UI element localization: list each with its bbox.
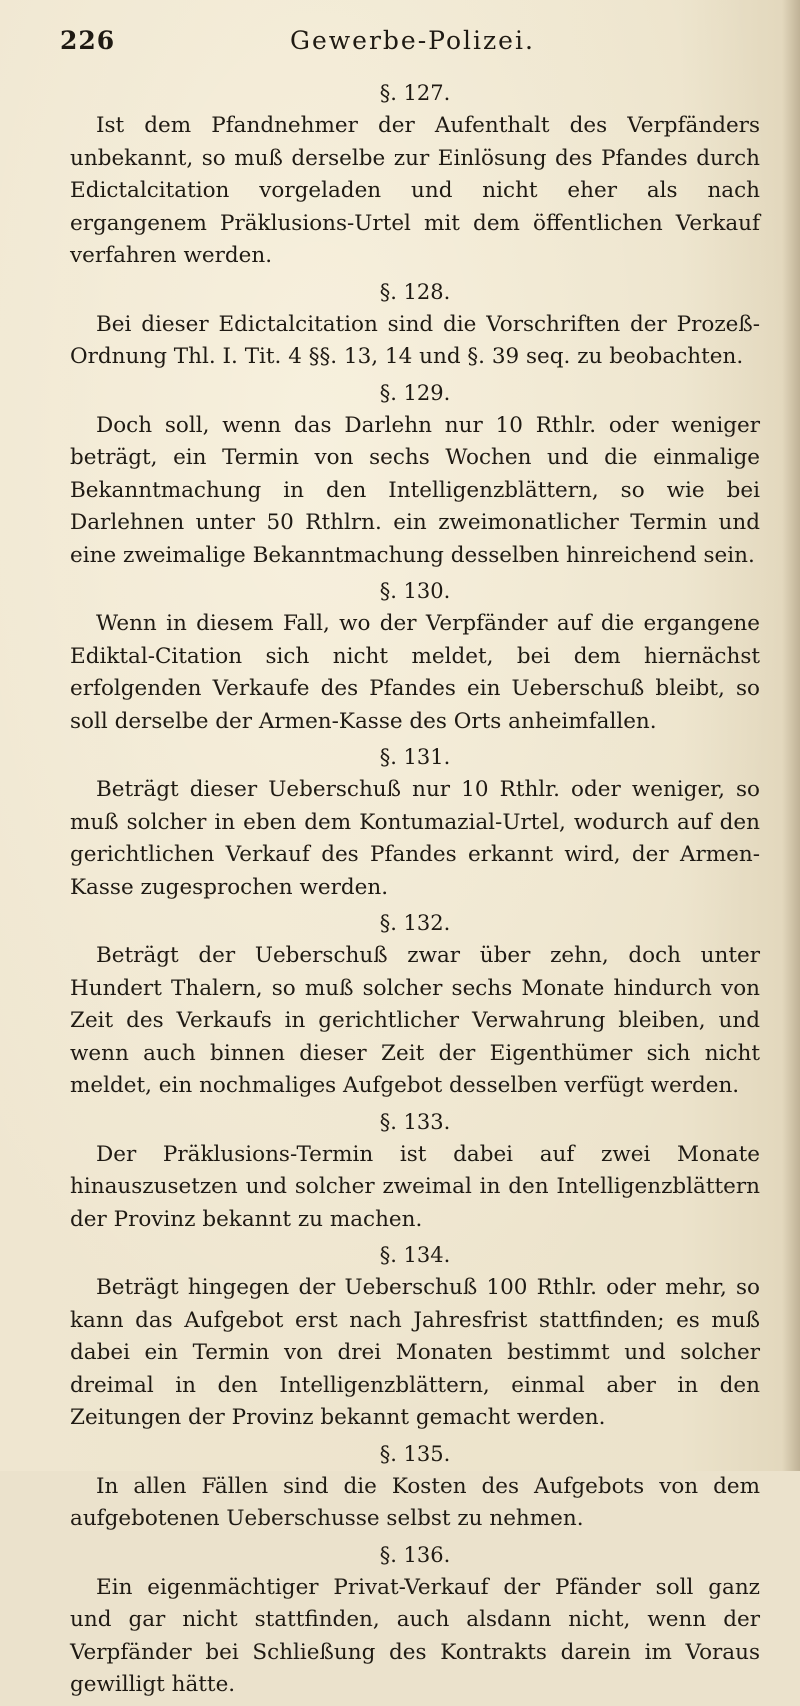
section-127 [70,78,760,273]
section-131 [70,742,760,904]
page-number: 226 [60,26,116,55]
section-128 [70,277,760,374]
section-text: Doch soll, wenn das Darlehn nur 10 Rthlr. oder weniger beträgt, ein Termin von sechs Wochen und die einmalige Bekanntmachung in den Intelligenzblättern, so wie bei Darlehnen unter 50 Rthlrn. ein zweimonatlicher Termin und eine zweimalige Bekanntmachung desselben hinreichend sein. [70,412,760,568]
running-head: Gewerbe-Polizei. [290,26,535,55]
section-number: §. 135. [379,1441,451,1466]
section-text: In allen Fällen sind die Kosten des Aufgebots von dem aufgebotenen Ueberschusse selbst zu nehmen. [70,1473,760,1531]
section-number: §. 132. [379,911,451,935]
section-134 [70,1240,760,1435]
section-133 [70,1107,760,1237]
section-135 [70,1439,760,1536]
section-text: Der Präklusions-Termin ist dabei auf zwei Monate hinauszusetzen und solcher zweimal in den Intelligenzblättern der Provinz bekannt zu machen. [70,1141,760,1232]
section-number: §. 130. [379,579,451,603]
page-edge-shadow [782,0,800,1471]
section-text: Bei dieser Edictalcitation sind die Vorschriften der Prozeß-Ordnung Thl. I. Tit. 4 §§. 13, 14 und §. 39 seq. zu beobachten. [70,311,760,369]
section-text: Wenn in diesem Fall, wo der Verpfänder auf die ergangene Ediktal-Citation sich nicht meldet, bei dem hiernächst erfolgenden Verkaufe des Pfandes ein Ueberschuß bleibt, so soll derselbe der Armen-Kasse des Orts anheimfallen. [70,611,760,734]
section-number: §. 134. [379,1243,451,1267]
page-header [60,22,760,62]
section-number: §. 131. [379,745,451,769]
page-body [70,78,760,1706]
section-132 [70,908,760,1103]
section-number: §. 129. [379,380,451,405]
section-text: Beträgt hingegen der Ueberschuß 100 Rthlr. oder mehr, so kann das Aufgebot erst nach Jahresfrist stattfinden; es muß dabei ein Termin von drei Monaten bestimmt und solcher dreimal in den Intelligenzblättern, einmal aber in den Zeitungen der Provinz bekannt gemacht werden. [70,1275,760,1430]
section-text: Beträgt der Ueberschuß zwar über zehn, doch unter Hundert Thalern, so muß solcher sechs Monate hindurch von Zeit des Verkaufs in gerichtlicher Verwahrung bleiben, und wenn auch binnen dieser Zeit der Eigenthümer sich nicht meldet, ein nochmaliges Aufgebot desselben verfügt werden. [70,943,760,1098]
section-number: §. 128. [379,279,451,304]
section-number: §. 133. [379,1109,451,1134]
section-number: §. 136. [379,1542,451,1567]
section-text: Ist dem Pfandnehmer der Aufenthalt des Verpfänders unbekannt, so muß derselbe zur Einlösung des Pfandes durch Edictalcitation vorgeladen und nicht eher als nach ergangenem Präklusions-Urtel mit dem öffentlichen Verkauf verfahren werden. [70,113,760,268]
section-text: Beträgt dieser Ueberschuß nur 10 Rthlr. oder weniger, so muß solcher in eben dem Kontumazial-Urtel, wodurch auf den gerichtlichen Verkauf des Pfandes erkannt wird, der Armen-Kasse zugesprochen werden. [70,777,760,900]
section-130 [70,576,760,738]
section-129 [70,378,760,573]
section-text: Ein eigenmächtiger Privat-Verkauf der Pfänder soll ganz und gar nicht stattfinden, auch alsdann nicht, wenn der Verpfänder bei Schließung des Kontrakts darein im Voraus gewilligt hätte. [70,1574,760,1697]
section-136 [70,1540,760,1702]
section-number: §. 127. [379,81,451,105]
